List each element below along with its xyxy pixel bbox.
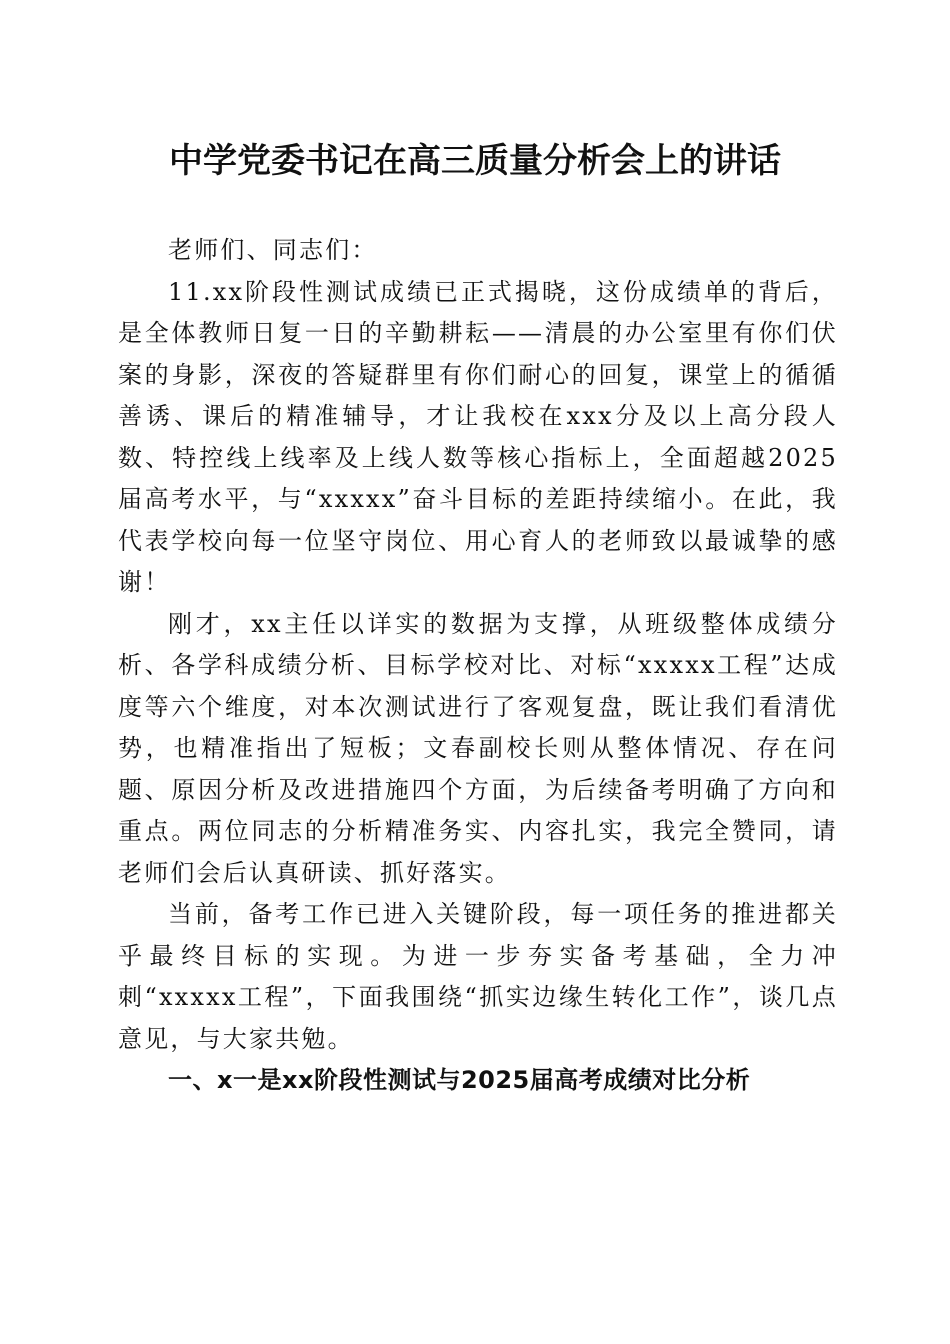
document-title: 中学党委书记在高三质量分析会上的讲话 xyxy=(169,141,781,181)
section-heading: 一、x一是xx阶段性测试与2025届高考成绩对比分析 xyxy=(168,1066,751,1094)
paragraph-2: 刚才，xx主任以详实的数据为支撑，从班级整体成绩分析、各学科成绩分析、目标学校对比、对标“xxxxx工程”达成度等六个维度，对本次测试进行了客观复盘，既让我们看清优势，也精准指出了短板；文春副校长则从整体情况、存在问题、原因分析及改进措施四个方面，为后续备考明确了方向和重点。两位同志的分析精准务实、内容扎实，我完全赞同，请老师们会后认真研读、抓好落实。 xyxy=(118,609,838,887)
document-body xyxy=(118,230,838,1102)
paragraph-1: 11.xx阶段性测试成绩已正式揭晓，这份成绩单的背后，是全体教师日复一日的辛勤耕耘——清晨的办公室里有你们伏案的身影，深夜的答疑群里有你们耐心的回复，课堂上的循循善诱、课后的精准辅导，才让我校在xxx分及以上高分段人数、特控线上线率及上线人数等核心指标上，全面超越2025届高考水平，与“xxxxx”奋斗目标的差距持续缩小。在此，我代表学校向每一位坚守岗位、用心育人的老师致以最诚挚的感谢！ xyxy=(118,277,838,596)
paragraph-3: 当前，备考工作已进入关键阶段，每一项任务的推进都关乎最终目标的实现。为进一步夯实备考基础，全力冲刺“xxxxx工程”，下面我围绕“抓实边缘生转化工作”，谈几点意见，与大家共勉。 xyxy=(118,900,838,1053)
salutation: 老师们、同志们： xyxy=(168,236,378,264)
